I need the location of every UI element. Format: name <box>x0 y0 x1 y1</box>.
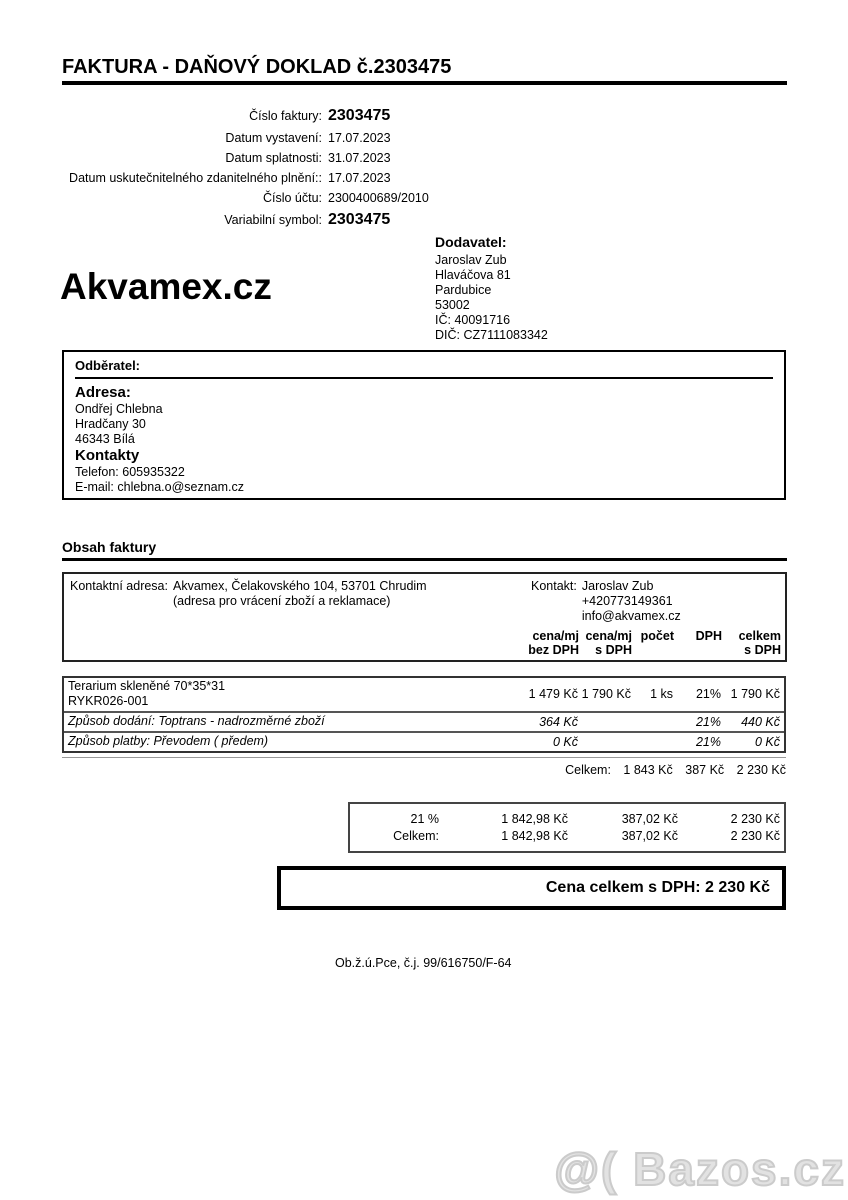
table-row-shipping <box>64 711 784 731</box>
customer-contacts-heading: Kontakty <box>75 447 140 464</box>
customer-street: Hradčany 30 <box>75 417 146 431</box>
contact-address-note: (adresa pro vrácení zboží a reklamace) <box>172 594 391 608</box>
title-rule <box>62 81 787 85</box>
taxable-date-value: 17.07.2023 <box>328 171 391 185</box>
vat-rate-base: 1 842,98 Kč <box>501 812 568 826</box>
meta-row-taxable-date <box>62 171 429 185</box>
customer-address-heading: Adresa: <box>75 384 131 401</box>
subtotal-label: Celkem: <box>565 763 611 777</box>
supplier-city: Pardubice <box>435 283 492 297</box>
item-unit-price-incl-vat: 1 790 Kč <box>581 687 631 701</box>
issue-date-label: Datum vystavení: <box>225 131 322 145</box>
column-header-line: cena/mj <box>532 629 579 643</box>
shipping-price-excl-vat: 364 Kč <box>539 714 578 729</box>
table-row-item <box>64 678 784 711</box>
supplier-name: Jaroslav Zub <box>435 253 507 267</box>
vat-total-base: 1 842,98 Kč <box>501 829 568 843</box>
bazos-watermark: @( Bazos.cz <box>554 1143 846 1195</box>
item-quantity: 1 ks <box>650 687 673 701</box>
contact-label: Kontakt: <box>531 579 577 593</box>
vat-summary-total-row <box>350 829 784 843</box>
vat-rate-vat: 387,02 Kč <box>621 812 678 826</box>
meta-row-issue-date <box>62 131 429 145</box>
payment-vat-rate: 21% <box>695 734 721 749</box>
contact-email: info@akvamex.cz <box>581 609 681 623</box>
column-header-line: celkem <box>738 629 781 643</box>
shipping-vat-rate: 21% <box>695 714 721 729</box>
subtotal-vat: 387 Kč <box>685 763 725 777</box>
column-header-line: cena/mj <box>585 629 632 643</box>
table-column-headers <box>519 629 781 657</box>
column-header-quantity <box>632 629 674 657</box>
supplier-zip: 53002 <box>435 298 470 312</box>
vat-total-label: Celkem: <box>393 829 439 843</box>
table-row-payment <box>64 731 784 751</box>
footer-note: Ob.ž.ú.Pce, č.j. 99/616750/F-64 <box>335 956 512 970</box>
meta-row-invoice-number <box>62 107 429 125</box>
vat-summary-rate-row <box>350 812 784 826</box>
invoice-number-label: Číslo faktury: <box>249 109 322 123</box>
supplier-vat-id: DIČ: CZ7111083342 <box>435 328 548 342</box>
vat-rate-total: 2 230 Kč <box>730 812 780 826</box>
subtotal-line <box>62 757 786 777</box>
meta-row-variable-symbol <box>62 211 429 229</box>
item-code: RYKR026-001 <box>68 694 149 708</box>
invoice-title: FAKTURA - DAŇOVÝ DOKLAD č.2303475 <box>62 56 452 78</box>
supplier-company-id: IČ: 40091716 <box>435 313 511 327</box>
item-vat-rate: 21% <box>695 687 721 701</box>
vat-total-total: 2 230 Kč <box>730 829 780 843</box>
column-header-unit-price-excl-vat <box>519 629 579 657</box>
shipping-total-incl-vat: 440 Kč <box>741 714 780 729</box>
contact-address-value: Akvamex, Čelakovského 104, 53701 Chrudim <box>172 579 427 593</box>
column-header-line: s DPH <box>595 643 632 657</box>
shipping-method: Způsob dodání: Toptrans - nadrozměrné zboží <box>68 714 325 728</box>
supplier-heading: Dodavatel: <box>435 234 507 250</box>
customer-heading: Odběratel: <box>75 358 141 373</box>
invoice-meta <box>62 107 429 235</box>
meta-row-due-date <box>62 151 429 165</box>
column-header-unit-price-incl-vat <box>579 629 632 657</box>
customer-box <box>62 350 786 500</box>
issue-date-value: 17.07.2023 <box>328 131 391 145</box>
customer-phone: Telefon: 605935322 <box>75 465 185 479</box>
contact-address-label: Kontaktní adresa: <box>70 579 168 593</box>
due-date-label: Datum splatnosti: <box>225 151 322 165</box>
column-header-line: bez DPH <box>528 643 579 657</box>
subtotal-total: 2 230 Kč <box>736 763 786 777</box>
contact-block <box>531 579 681 624</box>
item-total-incl-vat: 1 790 Kč <box>730 687 780 701</box>
account-number-label: Číslo účtu: <box>262 191 322 205</box>
item-name-cell <box>68 679 518 709</box>
account-number-value: 2300400689/2010 <box>328 191 429 205</box>
variable-symbol-label: Variabilní symbol: <box>224 213 322 227</box>
item-unit-price-excl-vat: 1 479 Kč <box>528 687 578 701</box>
contact-name: Jaroslav Zub <box>581 579 654 593</box>
contact-address-wrap <box>173 579 427 609</box>
invoice-content-rule <box>62 558 787 561</box>
column-header-line: počet <box>640 629 674 643</box>
grand-total-box <box>277 866 786 910</box>
column-header-line: DPH <box>695 629 722 643</box>
grand-total-label: Cena celkem s DPH: 2 230 Kč <box>545 879 770 896</box>
meta-row-account-number <box>62 191 429 205</box>
customer-heading-rule <box>75 377 773 379</box>
supplier-block <box>435 235 548 343</box>
contact-phone: +420773149361 <box>581 594 673 608</box>
vat-summary-box <box>348 802 786 853</box>
payment-method: Způsob platby: Převodem ( předem) <box>68 734 269 748</box>
company-logo-text: Akvamex.cz <box>60 266 272 307</box>
subtotal-base: 1 843 Kč <box>623 763 673 777</box>
customer-city: 46343 Bílá <box>75 432 135 446</box>
column-header-line: s DPH <box>744 643 781 657</box>
customer-name: Ondřej Chlebna <box>75 402 163 416</box>
contact-lines <box>582 579 681 624</box>
invoice-content-heading: Obsah faktury <box>62 539 157 555</box>
vat-rate-label: 21 % <box>410 812 439 826</box>
column-header-total-incl-vat <box>722 629 781 657</box>
due-date-value: 31.07.2023 <box>328 151 391 165</box>
taxable-date-label: Datum uskutečnitelného zdanitelného plnění:: <box>69 171 322 185</box>
item-name: Terarium skleněné 70*35*31 <box>68 679 226 693</box>
vat-total-vat: 387,02 Kč <box>621 829 678 843</box>
supplier-street: Hlaváčova 81 <box>435 268 511 282</box>
variable-symbol-value: 2303475 <box>328 211 391 228</box>
payment-total-incl-vat: 0 Kč <box>754 734 780 749</box>
content-header-box <box>62 572 787 662</box>
customer-email: E-mail: chlebna.o@seznam.cz <box>75 480 245 494</box>
column-header-vat <box>674 629 722 657</box>
invoice-number-value: 2303475 <box>328 107 391 124</box>
payment-price-excl-vat: 0 Kč <box>552 734 578 749</box>
items-table <box>62 676 786 753</box>
